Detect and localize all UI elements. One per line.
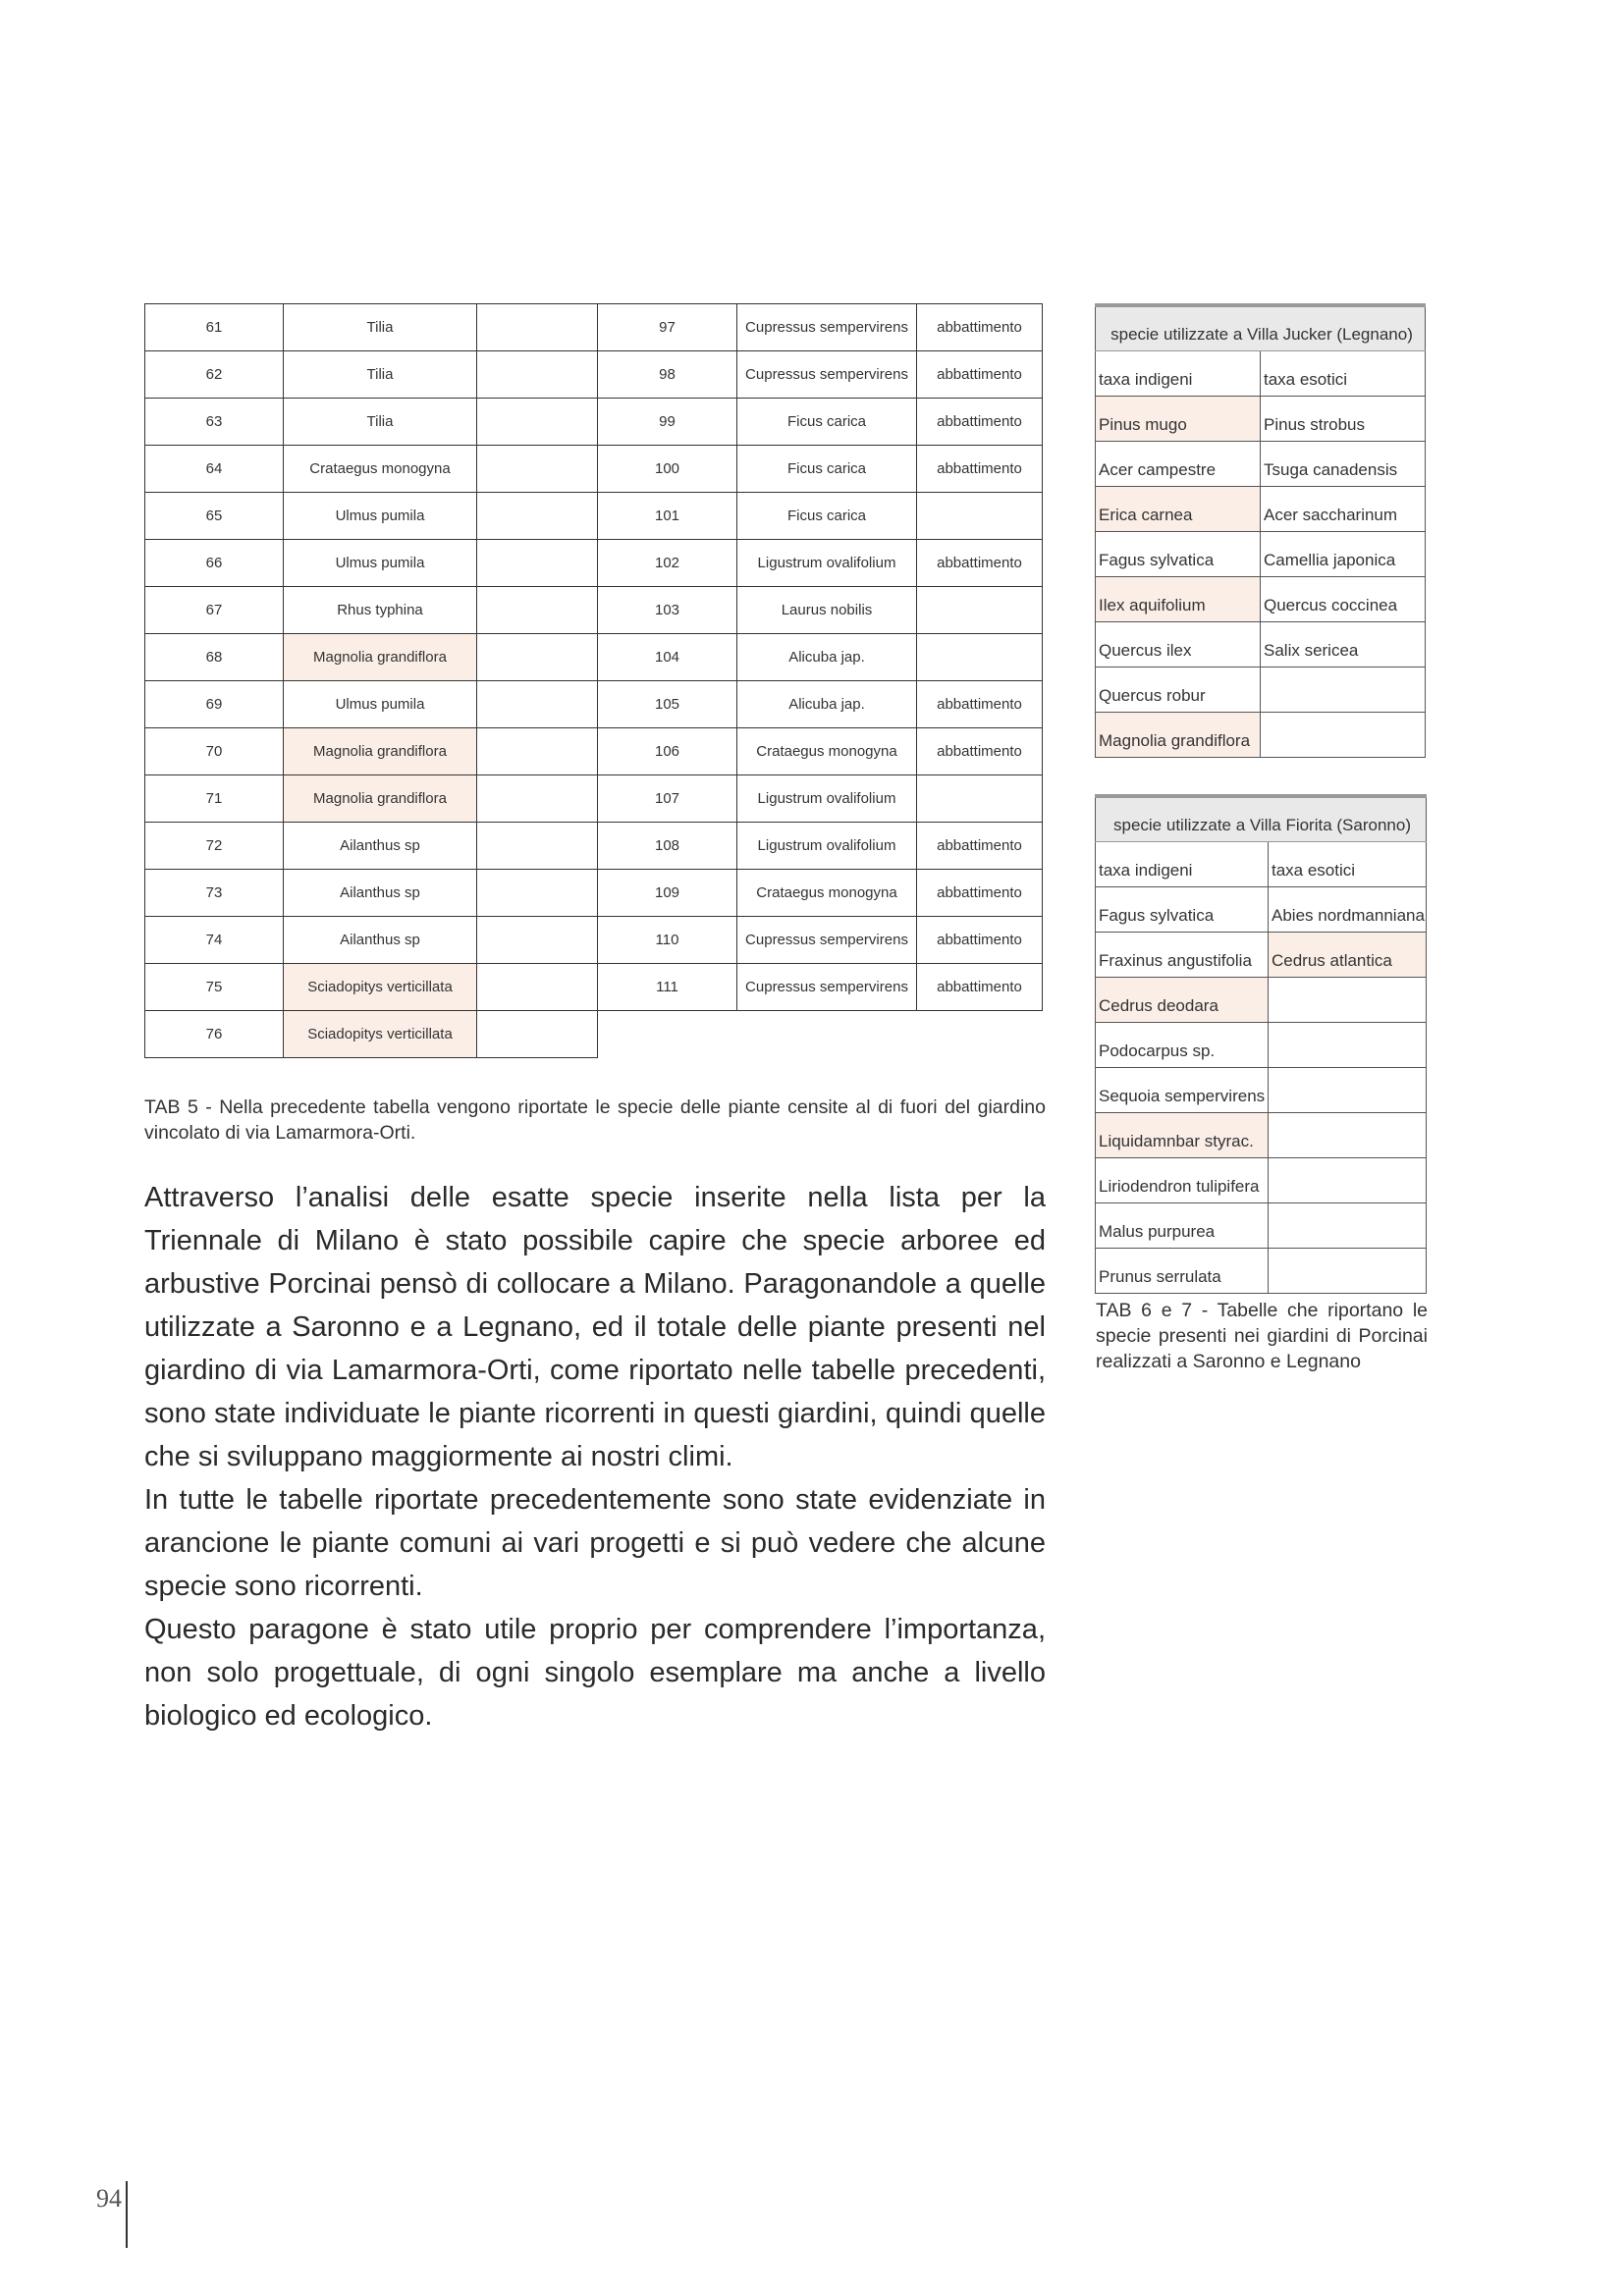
taxa-esotici-cell bbox=[1261, 667, 1426, 712]
taxa-esotici-cell bbox=[1269, 1248, 1427, 1293]
paragraph: Questo paragone è stato utile proprio per comprendere l’importanza, non solo progettuale, di ogni singolo esemplare ma anche a livello biologico ed ecologico. bbox=[144, 1614, 1046, 1732]
table-row bbox=[1096, 932, 1427, 977]
tree-number: 70 bbox=[145, 728, 284, 775]
notes-cell bbox=[477, 728, 598, 775]
empty-cell bbox=[598, 1011, 1043, 1058]
species-name: Rhus typhina bbox=[284, 587, 477, 634]
tree-number: 101 bbox=[598, 493, 737, 540]
table-row bbox=[145, 587, 1043, 634]
taxa-indigeni-cell: Malus purpurea bbox=[1096, 1202, 1269, 1248]
species-name: Crataegus monogyna bbox=[737, 728, 917, 775]
body-text bbox=[144, 1176, 1046, 1737]
taxa-esotici-cell: Quercus coccinea bbox=[1261, 576, 1426, 621]
tab5-species-table bbox=[144, 303, 1043, 1058]
taxa-esotici-cell: taxa esotici bbox=[1269, 841, 1427, 886]
taxa-esotici-cell: Salix sericea bbox=[1261, 621, 1426, 667]
taxa-indigeni-cell: Ilex aquifolium bbox=[1096, 576, 1261, 621]
tree-number: 99 bbox=[598, 399, 737, 446]
species-name: Ficus carica bbox=[737, 399, 917, 446]
notes-cell bbox=[477, 399, 598, 446]
table-row bbox=[145, 870, 1043, 917]
action-cell: abbattimento bbox=[917, 540, 1043, 587]
tree-number: 67 bbox=[145, 587, 284, 634]
action-cell: abbattimento bbox=[917, 351, 1043, 399]
notes-cell bbox=[477, 446, 598, 493]
notes-cell bbox=[477, 681, 598, 728]
species-name: Magnolia grandiflora bbox=[284, 634, 477, 681]
table-row bbox=[1096, 667, 1426, 712]
taxa-indigeni-cell: Fagus sylvatica bbox=[1096, 886, 1269, 932]
tab5-caption: TAB 5 - Nella precedente tabella vengono riportate le specie delle piante censite al di fuori del giardino vincolato di via Lamarmora-Orti. bbox=[144, 1096, 1046, 1144]
taxa-indigeni-cell: Erica carnea bbox=[1096, 486, 1261, 531]
tree-number: 71 bbox=[145, 775, 284, 823]
table-row bbox=[145, 493, 1043, 540]
table-row bbox=[145, 775, 1043, 823]
page-number-rule bbox=[126, 2181, 128, 2248]
tree-number: 102 bbox=[598, 540, 737, 587]
taxa-esotici-cell: Abies nordmanniana bbox=[1269, 886, 1427, 932]
notes-cell bbox=[477, 351, 598, 399]
paragraph: In tutte le tabelle riportate precedentemente sono state evidenziate in arancione le piante comuni ai vari progetti e si può vedere che alcune specie sono ricorrenti. bbox=[144, 1484, 1046, 1602]
action-cell: abbattimento bbox=[917, 304, 1043, 351]
tree-number: 106 bbox=[598, 728, 737, 775]
table-row bbox=[145, 351, 1043, 399]
table-row bbox=[1096, 1202, 1427, 1248]
species-name: Cupressus sempervirens bbox=[737, 964, 917, 1011]
table-row bbox=[145, 917, 1043, 964]
species-name: Tilia bbox=[284, 304, 477, 351]
taxa-indigeni-cell: Podocarpus sp. bbox=[1096, 1022, 1269, 1067]
taxa-esotici-cell bbox=[1269, 977, 1427, 1022]
table-row bbox=[145, 446, 1043, 493]
species-name: Ficus carica bbox=[737, 446, 917, 493]
species-name: Laurus nobilis bbox=[737, 587, 917, 634]
table-row bbox=[145, 540, 1043, 587]
tree-number: 73 bbox=[145, 870, 284, 917]
tree-number: 76 bbox=[145, 1011, 284, 1058]
notes-cell bbox=[477, 1011, 598, 1058]
tab7-title: specie utilizzate a Villa Fiorita (Saronno) bbox=[1096, 796, 1427, 841]
species-name: Ulmus pumila bbox=[284, 681, 477, 728]
species-name: Magnolia grandiflora bbox=[284, 728, 477, 775]
taxa-indigeni-cell: Fagus sylvatica bbox=[1096, 531, 1261, 576]
species-name: Alicuba jap. bbox=[737, 634, 917, 681]
species-name: Sciadopitys verticillata bbox=[284, 964, 477, 1011]
taxa-indigeni-cell: taxa indigeni bbox=[1096, 350, 1261, 396]
tree-number: 61 bbox=[145, 304, 284, 351]
species-name: Tilia bbox=[284, 351, 477, 399]
notes-cell bbox=[477, 493, 598, 540]
tree-number: 69 bbox=[145, 681, 284, 728]
taxa-indigeni-cell: Quercus robur bbox=[1096, 667, 1261, 712]
taxa-indigeni-cell: Sequoia sempervirens bbox=[1096, 1067, 1269, 1112]
table-row bbox=[145, 399, 1043, 446]
taxa-indigeni-cell: Magnolia grandiflora bbox=[1096, 712, 1261, 757]
table-row bbox=[1096, 396, 1426, 441]
tree-number: 108 bbox=[598, 823, 737, 870]
tree-number: 74 bbox=[145, 917, 284, 964]
tab6-title: specie utilizzate a Villa Jucker (Legnano) bbox=[1096, 305, 1426, 350]
notes-cell bbox=[477, 823, 598, 870]
tab6-villa-jucker-table bbox=[1095, 303, 1426, 758]
taxa-indigeni-cell: Prunus serrulata bbox=[1096, 1248, 1269, 1293]
action-cell: abbattimento bbox=[917, 964, 1043, 1011]
table-row bbox=[145, 634, 1043, 681]
tree-number: 111 bbox=[598, 964, 737, 1011]
action-cell bbox=[917, 493, 1043, 540]
taxa-esotici-cell bbox=[1269, 1202, 1427, 1248]
table-row bbox=[1096, 1157, 1427, 1202]
action-cell: abbattimento bbox=[917, 681, 1043, 728]
taxa-esotici-cell: Pinus strobus bbox=[1261, 396, 1426, 441]
paragraph: Attraverso l’analisi delle esatte specie inserite nella lista per la Triennale di Milano è stato possibile capire che specie arboree ed arbustive Porcinai pensò di collocare a Milano. Paragonandole a quelle utilizzate a Saronno e a Legnano, ed il totale delle piante presenti nel giardino di via Lamarmora-Orti, come riportato nelle tabelle precedenti, sono state individuate le piante ricorrenti in questi giardini, quindi quelle che si sviluppano maggiormente ai nostri climi. bbox=[144, 1182, 1046, 1472]
taxa-esotici-cell: Cedrus atlantica bbox=[1269, 932, 1427, 977]
table-row bbox=[1096, 1112, 1427, 1157]
taxa-indigeni-cell: Liquidamnbar styrac. bbox=[1096, 1112, 1269, 1157]
notes-cell bbox=[477, 917, 598, 964]
notes-cell bbox=[477, 775, 598, 823]
action-cell: abbattimento bbox=[917, 446, 1043, 493]
species-name: Ailanthus sp bbox=[284, 870, 477, 917]
tree-number: 68 bbox=[145, 634, 284, 681]
taxa-indigeni-cell: Cedrus deodara bbox=[1096, 977, 1269, 1022]
species-name: Alicuba jap. bbox=[737, 681, 917, 728]
notes-cell bbox=[477, 870, 598, 917]
table-row bbox=[1096, 1067, 1427, 1112]
table-row bbox=[1096, 486, 1426, 531]
species-name: Ulmus pumila bbox=[284, 540, 477, 587]
tree-number: 100 bbox=[598, 446, 737, 493]
table-row bbox=[1096, 841, 1427, 886]
tab67-caption: TAB 6 e 7 - Tabelle che riportano le specie presenti nei giardini di Porcinai realizzati a Saronno e Legnano bbox=[1096, 1300, 1428, 1372]
taxa-indigeni-cell: Quercus ilex bbox=[1096, 621, 1261, 667]
species-name: Ligustrum ovalifolium bbox=[737, 823, 917, 870]
action-cell: abbattimento bbox=[917, 728, 1043, 775]
table-row bbox=[1096, 886, 1427, 932]
taxa-indigeni-cell: Acer campestre bbox=[1096, 441, 1261, 486]
species-name: Cupressus sempervirens bbox=[737, 351, 917, 399]
table-row bbox=[145, 823, 1043, 870]
notes-cell bbox=[477, 304, 598, 351]
species-name: Tilia bbox=[284, 399, 477, 446]
tree-number: 98 bbox=[598, 351, 737, 399]
table-row bbox=[145, 964, 1043, 1011]
table-row bbox=[145, 304, 1043, 351]
table-row bbox=[1096, 977, 1427, 1022]
table-row bbox=[1096, 350, 1426, 396]
table-row bbox=[1096, 441, 1426, 486]
tree-number: 110 bbox=[598, 917, 737, 964]
page-number: 94 bbox=[96, 2184, 122, 2213]
tree-number: 104 bbox=[598, 634, 737, 681]
taxa-esotici-cell: taxa esotici bbox=[1261, 350, 1426, 396]
tree-number: 65 bbox=[145, 493, 284, 540]
species-name: Magnolia grandiflora bbox=[284, 775, 477, 823]
species-name: Ailanthus sp bbox=[284, 823, 477, 870]
action-cell bbox=[917, 587, 1043, 634]
taxa-esotici-cell bbox=[1261, 712, 1426, 757]
taxa-esotici-cell bbox=[1269, 1112, 1427, 1157]
action-cell bbox=[917, 775, 1043, 823]
taxa-esotici-cell bbox=[1269, 1067, 1427, 1112]
notes-cell bbox=[477, 964, 598, 1011]
tab7-villa-fiorita-table bbox=[1095, 794, 1427, 1294]
taxa-indigeni-cell: Pinus mugo bbox=[1096, 396, 1261, 441]
taxa-indigeni-cell: Liriodendron tulipifera bbox=[1096, 1157, 1269, 1202]
table-row bbox=[1096, 1022, 1427, 1067]
tree-number: 66 bbox=[145, 540, 284, 587]
taxa-esotici-cell: Tsuga canadensis bbox=[1261, 441, 1426, 486]
table-row bbox=[145, 1011, 1043, 1058]
notes-cell bbox=[477, 634, 598, 681]
taxa-esotici-cell bbox=[1269, 1157, 1427, 1202]
tree-number: 75 bbox=[145, 964, 284, 1011]
table-row bbox=[1096, 1248, 1427, 1293]
table-row bbox=[145, 728, 1043, 775]
action-cell: abbattimento bbox=[917, 917, 1043, 964]
taxa-esotici-cell: Acer saccharinum bbox=[1261, 486, 1426, 531]
species-name: Ailanthus sp bbox=[284, 917, 477, 964]
notes-cell bbox=[477, 540, 598, 587]
tree-number: 103 bbox=[598, 587, 737, 634]
table-row bbox=[1096, 621, 1426, 667]
tree-number: 97 bbox=[598, 304, 737, 351]
taxa-indigeni-cell: Fraxinus angustifolia bbox=[1096, 932, 1269, 977]
species-name: Crataegus monogyna bbox=[284, 446, 477, 493]
table-row bbox=[1096, 531, 1426, 576]
species-name: Ficus carica bbox=[737, 493, 917, 540]
table-row bbox=[1096, 576, 1426, 621]
action-cell: abbattimento bbox=[917, 399, 1043, 446]
tree-number: 109 bbox=[598, 870, 737, 917]
notes-cell bbox=[477, 587, 598, 634]
tree-number: 72 bbox=[145, 823, 284, 870]
species-name: Cupressus sempervirens bbox=[737, 917, 917, 964]
action-cell bbox=[917, 634, 1043, 681]
taxa-esotici-cell bbox=[1269, 1022, 1427, 1067]
action-cell: abbattimento bbox=[917, 823, 1043, 870]
taxa-esotici-cell: Camellia japonica bbox=[1261, 531, 1426, 576]
species-name: Cupressus sempervirens bbox=[737, 304, 917, 351]
table-row bbox=[145, 681, 1043, 728]
tree-number: 64 bbox=[145, 446, 284, 493]
tree-number: 105 bbox=[598, 681, 737, 728]
species-name: Ulmus pumila bbox=[284, 493, 477, 540]
tree-number: 62 bbox=[145, 351, 284, 399]
species-name: Crataegus monogyna bbox=[737, 870, 917, 917]
species-name: Ligustrum ovalifolium bbox=[737, 775, 917, 823]
species-name: Sciadopitys verticillata bbox=[284, 1011, 477, 1058]
species-name: Ligustrum ovalifolium bbox=[737, 540, 917, 587]
tree-number: 63 bbox=[145, 399, 284, 446]
tree-number: 107 bbox=[598, 775, 737, 823]
action-cell: abbattimento bbox=[917, 870, 1043, 917]
table-row bbox=[1096, 712, 1426, 757]
taxa-indigeni-cell: taxa indigeni bbox=[1096, 841, 1269, 886]
